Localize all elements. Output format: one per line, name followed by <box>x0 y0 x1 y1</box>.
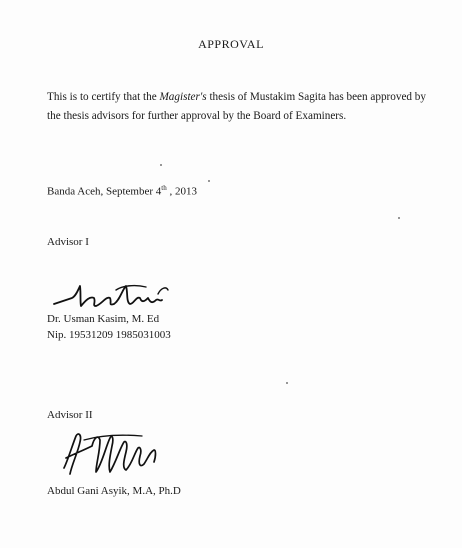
advisor-2-label: Advisor II <box>47 409 93 421</box>
advisor-1-signature <box>50 278 175 314</box>
date-ordinal-suffix: th <box>161 184 167 192</box>
degree-emphasis: Magister's <box>159 91 207 103</box>
scan-speck <box>398 217 400 219</box>
date-year: , 2013 <box>166 185 197 198</box>
certification-text-end: thesis of Mustakim Sagita has been approved by the thesis advisors for further approval by the Board of Examiners. <box>47 91 426 122</box>
advisor-1-nip: Nip. 19531209 1985031003 <box>47 329 171 341</box>
advisor-1-label: Advisor I <box>47 236 89 248</box>
scan-speck <box>160 164 162 166</box>
advisor-1-name: Dr. Usman Kasim, M. Ed <box>47 313 160 325</box>
place-date-text: Banda Aceh, September 4 <box>47 185 162 198</box>
advisor-2-name: Abdul Gani Asyik, M.A, Ph.D <box>47 485 181 497</box>
certification-paragraph <box>47 88 442 126</box>
page-title: APPROVAL <box>198 37 264 51</box>
advisor-2-signature <box>58 424 168 482</box>
scan-speck <box>208 180 210 182</box>
place-date <box>47 184 197 198</box>
certification-text-start: This is to certify that the <box>47 91 160 103</box>
scan-speck <box>286 382 288 384</box>
